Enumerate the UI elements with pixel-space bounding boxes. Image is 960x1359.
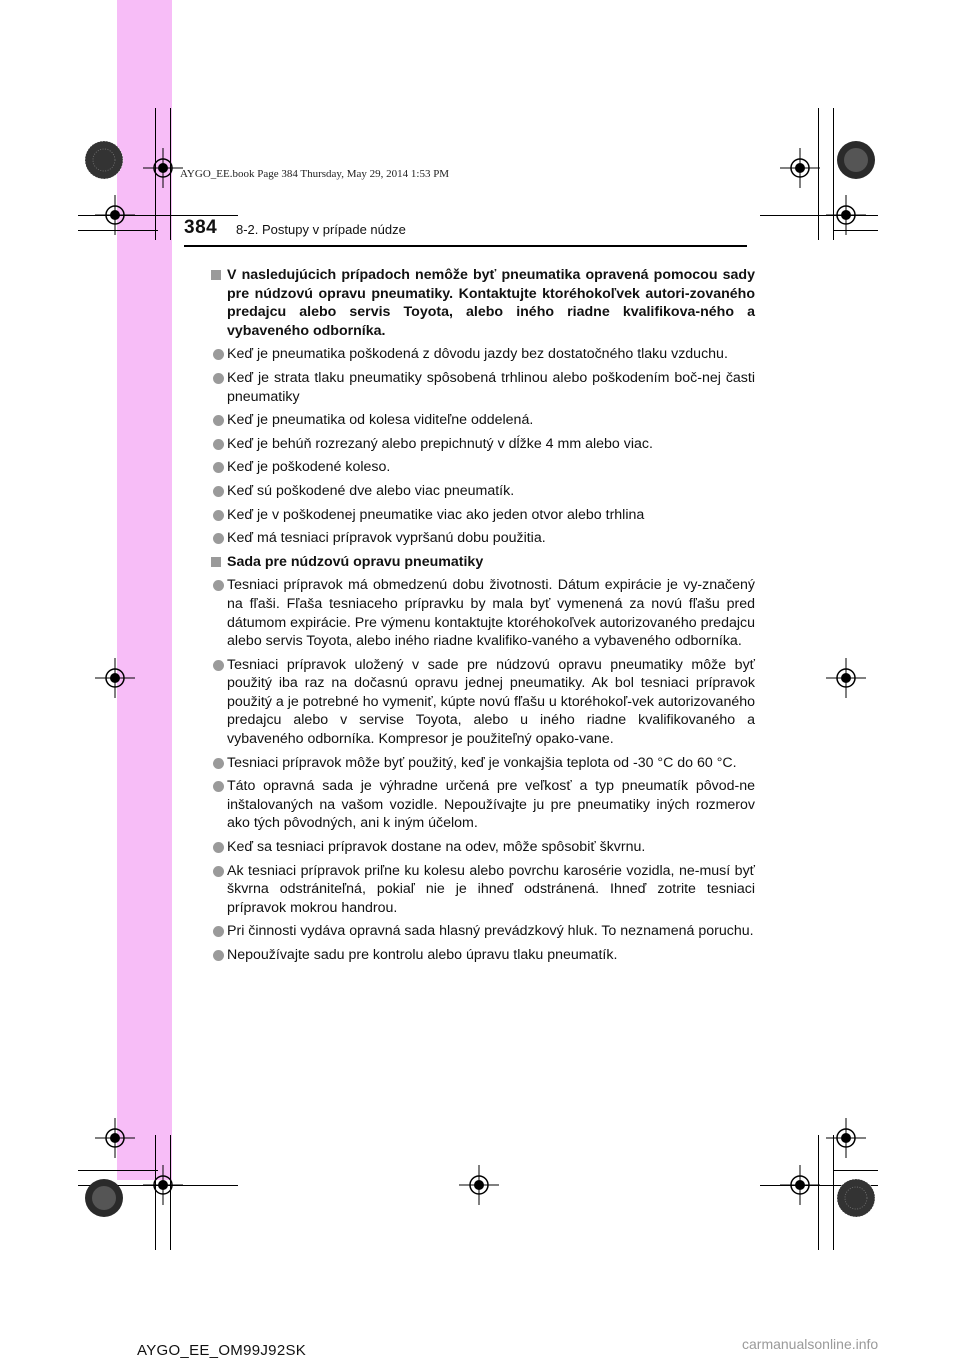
- radial-color-bar-icon: [84, 140, 124, 180]
- list-item: [210, 838, 755, 857]
- heading-text: Sada pre núdzovú opravu pneumatiky: [227, 553, 484, 570]
- bullet-icon: [213, 950, 224, 961]
- square-bullet-icon: [211, 557, 221, 567]
- solid-disc-icon: [84, 1178, 124, 1218]
- list-item: [210, 576, 755, 650]
- list-item-text: Ak tesniaci prípravok priľne ku kolesu alebo povrchu karosérie vozidla, ne-musí byť škvrna odstrániteľná, pokiaľ nie je ihneď odstránená. Ihneď zotrite tesniaci prípravok mokrou handrou.: [227, 862, 755, 916]
- list-item: [210, 435, 755, 454]
- list-item: [210, 506, 755, 525]
- list-item: [210, 754, 755, 773]
- list-item: [210, 656, 755, 749]
- bullet-icon: [213, 781, 224, 792]
- bullet-icon: [213, 462, 224, 473]
- heading-text: V nasledujúcich prípadoch nemôže byť pneumatika opravená pomocou sady pre núdzovú opravu pneumatiky. Kontaktujte ktoréhokoľvek autori-zovaného predajcu alebo servis Toyota, alebo iného riadne kvalifikova-ného a vybaveného odborníka.: [227, 267, 755, 339]
- list-item-text: Keď sú poškodené dve alebo viac pneumatík.: [227, 482, 515, 499]
- list-item: [210, 922, 755, 941]
- list-item-text: Keď je strata tlaku pneumatiky spôsobená trhlinou alebo poškodením boč-nej časti pneumatiky: [227, 369, 755, 405]
- registration-mark-icon: [95, 658, 135, 698]
- bullet-icon: [213, 758, 224, 769]
- solid-disc-icon: [836, 140, 876, 180]
- list-item: [210, 458, 755, 477]
- list-item-text: Nepoužívajte sadu pre kontrolu alebo úpravu tlaku pneumatík.: [227, 947, 618, 963]
- bullet-icon: [213, 580, 224, 591]
- bullet-icon: [213, 510, 224, 521]
- page-number: 384: [184, 217, 218, 238]
- registration-mark-icon: [780, 1165, 820, 1205]
- bullet-icon: [213, 533, 224, 544]
- list-item-text: Tesniaci prípravok má obmedzenú dobu životnosti. Dátum expirácie je vy-značený na fľaši. Fľaša tesniaceho prípravku by mala byť vymenená za novú fľašu pred dátumom expirácie. Pre výmenu kontaktujte ktoréhokoľvek autorizovaného predajcu alebo servis Toyota, alebo iného riadne kvalifiko-vaného a vybaveného odborníka.: [227, 577, 755, 650]
- registration-mark-icon: [459, 1165, 499, 1205]
- page-content: [210, 266, 755, 970]
- list-item: [210, 482, 755, 501]
- list-item-text: Keď je v poškodenej pneumatike viac ako jeden otvor alebo trhlina: [227, 506, 645, 523]
- section-heading: [210, 266, 755, 340]
- bullet-icon: [213, 415, 224, 426]
- list-item: [210, 369, 755, 406]
- list-item: [210, 946, 755, 965]
- footer-code: AYGO_EE_OM99J92SK: [137, 1342, 307, 1359]
- registration-mark-icon: [95, 1118, 135, 1158]
- registration-mark-icon: [826, 195, 866, 235]
- list-item-text: Tesniaci prípravok môže byť použitý, keď je vonkajšia teplota od -30 °C do 60 °C.: [227, 754, 737, 771]
- list-item: [210, 862, 755, 918]
- book-info: AYGO_EE.book Page 384 Thursday, May 29, 2014 1:53 PM: [180, 168, 450, 180]
- registration-mark-icon: [826, 658, 866, 698]
- bullet-icon: [213, 926, 224, 937]
- square-bullet-icon: [211, 270, 221, 280]
- bullet-icon: [213, 486, 224, 497]
- list-item: [210, 529, 755, 548]
- list-item-text: Keď je pneumatika od kolesa viditeľne oddelená.: [227, 412, 534, 429]
- bullet-icon: [213, 373, 224, 384]
- radial-color-bar-icon: [836, 1178, 876, 1218]
- list-item-text: Tesniaci prípravok uložený v sade pre núdzovú opravu pneumatiky môže byť použitý iba raz na dočasnú opravu jednej pneumatiky. Ak bol tesniaci prípravok použitý a je potrebné ho vymeniť, kúpte novú fľašu u ktoréhokoľ-vek autorizovaného predajcu alebo v servise Toyota, alebo u iného riadne kvalifikovaného a vybaveného odborníka. Kompresor je použiteľný opako-vane.: [227, 656, 755, 748]
- bullet-icon: [213, 842, 224, 853]
- list-item: [210, 345, 755, 364]
- bullet-icon: [213, 439, 224, 450]
- bullet-icon: [213, 660, 224, 671]
- list-item: [210, 777, 755, 833]
- list-item-text: Keď sa tesniaci prípravok dostane na odev, môže spôsobiť škvrnu.: [227, 839, 646, 856]
- registration-mark-icon: [780, 148, 820, 188]
- registration-mark-icon: [826, 1118, 866, 1158]
- registration-mark-icon: [143, 1165, 183, 1205]
- list-item-text: Táto opravná sada je výhradne určená pre veľkosť a typ pneumatík pôvod-ne inštalovaných na vašom vozidle. Nepoužívajte ju pre pneumatiky iných rozmerov ako tých pôvodných, ani k iným účelom.: [227, 778, 755, 832]
- bullet-icon: [213, 349, 224, 360]
- list-item-text: Keď má tesniaci prípravok vypršanú dobu použitia.: [227, 530, 546, 547]
- list-item: [210, 411, 755, 430]
- section-title: 8-2. Postupy v prípade núdze: [236, 222, 406, 237]
- header-rule: [184, 245, 747, 247]
- list-item-text: Keď je behúň rozrezaný alebo prepichnutý v dĺžke 4 mm alebo viac.: [227, 435, 653, 452]
- watermark-text[interactable]: carmanualsonline.info: [742, 1336, 879, 1352]
- list-item-text: Pri činnosti vydáva opravná sada hlasný prevádzkový hluk. To neznamená poruchu.: [227, 923, 754, 940]
- bullet-icon: [213, 866, 224, 877]
- list-item-text: Keď je poškodené koleso.: [227, 459, 391, 476]
- registration-mark-icon: [143, 148, 183, 188]
- section-heading: [210, 553, 755, 572]
- registration-mark-icon: [95, 195, 135, 235]
- list-item-text: Keď je pneumatika poškodená z dôvodu jazdy bez dostatočného tlaku vzduchu.: [227, 346, 728, 363]
